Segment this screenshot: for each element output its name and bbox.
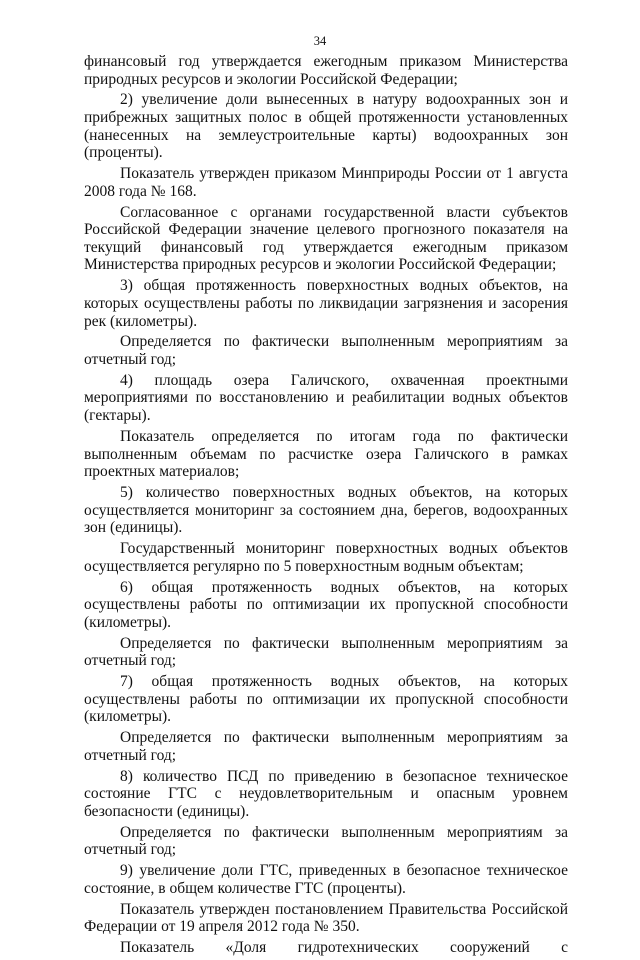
paragraph: Показатель определяется по итогам года по фактически выполненным объемам по расчистке озера Галичского в рамках проектных материалов; (84, 427, 568, 481)
paragraph: Показатель утвержден постановлением Правительства Российской Федерации от 19 апреля 2012 года № 350. (84, 900, 568, 936)
paragraph: Согласованное с органами государственной власти субъектов Российской Федерации значение целевого прогнозного показателя на текущий финансовый год утверждается ежегодным приказом Министерства природных ресурсов и экологии Российской Федерации; (84, 203, 568, 274)
page-number: 34 (313, 34, 327, 48)
paragraph: финансовый год утверждается ежегодным приказом Министерства природных ресурсов и экологии Российской Федерации; (84, 53, 568, 88)
paragraph: 8) количество ПСД по приведению в безопасное техническое состояние ГТС с неудовлетворительным и опасным уровнем безопасности (единицы). (84, 767, 568, 820)
paragraph: Показатель «Доля гидротехнических сооружений с (120, 939, 568, 957)
paragraph: Определяется по фактически выполненным мероприятиям за отчетный год; (84, 823, 568, 859)
paragraph: 7) общая протяженность водных объектов, на которых осуществлены работы по оптимизации их пропускной способности (километры). (84, 673, 568, 726)
paragraph: 6) общая протяженность водных объектов, на которых осуществлены работы по оптимизации их пропускной способности (километры). (84, 578, 568, 631)
paragraph: 4) площадь озера Галичского, охваченная проектными мероприятиями по восстановлению и реабилитации водных объектов (гектары). (84, 371, 568, 425)
paragraph: Государственный мониторинг поверхностных водных объектов осуществляется регулярно по 5 поверхностным водным объектам; (84, 540, 568, 575)
body-text (84, 53, 568, 960)
paragraph: Определяется по фактически выполненным мероприятиям за отчетный год; (84, 634, 568, 670)
paragraph: 5) количество поверхностных водных объектов, на которых осуществляется мониторинг за состоянием дна, берегов, водоохранных зон (единицы). (84, 484, 568, 537)
paragraph: 3) общая протяженность поверхностных водных объектов, на которых осуществлены работы по ликвидации загрязнения и засорения рек (километры). (84, 277, 568, 330)
paragraph: Показатель утвержден приказом Минприроды России от 1 августа 2008 года № 168. (84, 165, 568, 200)
paragraph: Определяется по фактически выполненным мероприятиям за отчетный год; (84, 333, 568, 368)
paragraph: 2) увеличение доли вынесенных в натуру водоохранных зон и прибрежных защитных полос в общей протяженности установленных (нанесенных на землеустроительные карты) водоохранных зон (проценты). (84, 91, 568, 162)
paragraph: 9) увеличение доли ГТС, приведенных в безопасное техническое состояние, в общем количестве ГТС (проценты). (84, 862, 568, 897)
paragraph: Определяется по фактически выполненным мероприятиям за отчетный год; (84, 729, 568, 764)
